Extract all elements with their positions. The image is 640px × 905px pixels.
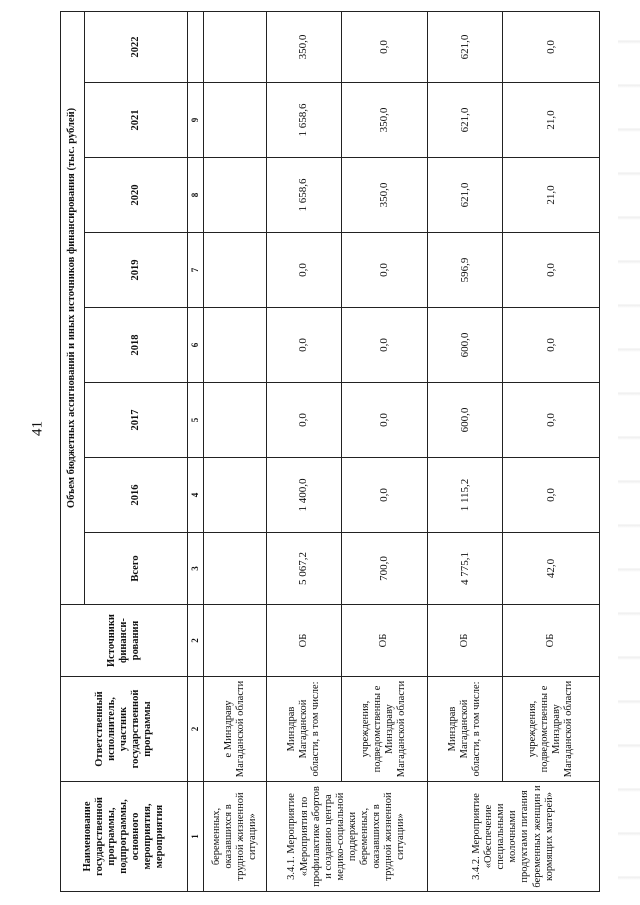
- executor: Минздрав Магаданской области, в том числе:: [266, 677, 341, 782]
- financing-table: [60, 11, 600, 892]
- year-value: 350,0: [341, 83, 427, 158]
- header-executor: Ответственный исполнитель, участник государственной программы: [61, 677, 188, 782]
- rotated-table-container: [60, 12, 600, 892]
- executor: учреждения, подведомственны е Минздраву Магаданской области: [503, 677, 600, 782]
- total-value: [204, 533, 266, 605]
- year-value: 621,0: [427, 11, 502, 82]
- year-value: [204, 308, 266, 383]
- column-index: [187, 11, 203, 82]
- table-row: [503, 11, 600, 891]
- executor: Минздрав Магаданской области, в том числе:: [427, 677, 502, 782]
- year-value: 1 400,0: [266, 458, 341, 533]
- total-value: 5 067,2: [266, 533, 341, 605]
- header-year: 2020: [84, 158, 187, 233]
- year-value: 0,0: [266, 383, 341, 458]
- year-value: 0,0: [341, 233, 427, 308]
- year-value: 0,0: [341, 383, 427, 458]
- table-row: [266, 11, 341, 891]
- header-funding-group: Объем бюджетных ассигнований и иных источников финансирования (тыс. рублей): [61, 11, 85, 604]
- total-value: 42,0: [503, 533, 600, 605]
- year-value: 0,0: [503, 458, 600, 533]
- year-value: 600,0: [427, 383, 502, 458]
- header-source: Источники финанси-рования: [61, 605, 188, 677]
- executor: е Минздраву Магаданской области: [204, 677, 266, 782]
- funding-source: [204, 605, 266, 677]
- year-value: 21,0: [503, 83, 600, 158]
- year-value: [204, 11, 266, 82]
- header-name: Наименование государственной программы, подпрограммы, основного мероприятия, мероприятия: [61, 782, 188, 892]
- year-value: 0,0: [503, 383, 600, 458]
- financing-table-area: [60, 12, 600, 892]
- year-value: [204, 383, 266, 458]
- year-value: 0,0: [503, 11, 600, 82]
- program-name: 3.4.1. Мероприятие «Мероприятия по профилактике абортов и созданию центра медико-социальной поддержки беременных, оказавшихся в трудной жизненной ситуации»: [266, 782, 427, 892]
- header-year: 2018: [84, 308, 187, 383]
- year-value: [204, 158, 266, 233]
- year-value: [204, 83, 266, 158]
- total-value: 4 775,1: [427, 533, 502, 605]
- column-index-row: [187, 11, 203, 891]
- column-index: 8: [187, 158, 203, 233]
- header-year: 2019: [84, 233, 187, 308]
- year-value: 350,0: [266, 11, 341, 82]
- year-value: 0,0: [341, 308, 427, 383]
- column-index: 9: [187, 83, 203, 158]
- header-total: Всего: [84, 533, 187, 605]
- year-value: 621,0: [427, 83, 502, 158]
- column-index: 3: [187, 533, 203, 605]
- header-year: 2022: [84, 11, 187, 82]
- executor: учреждения, подведомственны е Минздраву Магаданской области: [341, 677, 427, 782]
- year-value: 0,0: [341, 458, 427, 533]
- funding-source: ОБ: [503, 605, 600, 677]
- scan-edge-artifact: [618, 0, 640, 905]
- table-row: [427, 11, 502, 891]
- year-value: 0,0: [266, 308, 341, 383]
- total-value: 700,0: [341, 533, 427, 605]
- column-index: 2: [187, 605, 203, 677]
- column-index: 6: [187, 308, 203, 383]
- funding-source: ОБ: [266, 605, 341, 677]
- year-value: 0,0: [266, 233, 341, 308]
- header-year: 2017: [84, 383, 187, 458]
- table-row: [341, 11, 427, 891]
- year-value: 1 115,2: [427, 458, 502, 533]
- column-index: 1: [187, 782, 203, 892]
- year-value: 621,0: [427, 158, 502, 233]
- year-value: 0,0: [341, 11, 427, 82]
- year-value: 600,0: [427, 308, 502, 383]
- header-year: 2016: [84, 458, 187, 533]
- year-value: 350,0: [341, 158, 427, 233]
- column-index: 7: [187, 233, 203, 308]
- header-year: 2021: [84, 83, 187, 158]
- year-value: 21,0: [503, 158, 600, 233]
- year-value: 1 658,6: [266, 158, 341, 233]
- funding-source: ОБ: [427, 605, 502, 677]
- page-number: 41: [29, 421, 46, 436]
- funding-source: ОБ: [341, 605, 427, 677]
- program-name: беременных, оказавшихся в трудной жизненной ситуации»: [204, 782, 266, 892]
- column-index: 2: [187, 677, 203, 782]
- year-value: 596,9: [427, 233, 502, 308]
- year-value: 0,0: [503, 308, 600, 383]
- column-index: 4: [187, 458, 203, 533]
- program-name: 3.4.2. Мероприятие «Обеспечение специальными молочными продуктами питания беременных женщин и кормящих матерей»: [427, 782, 599, 892]
- year-value: 1 658,6: [266, 83, 341, 158]
- year-value: [204, 458, 266, 533]
- year-value: 0,0: [503, 233, 600, 308]
- year-value: [204, 233, 266, 308]
- column-index: 5: [187, 383, 203, 458]
- table-row: [204, 11, 266, 891]
